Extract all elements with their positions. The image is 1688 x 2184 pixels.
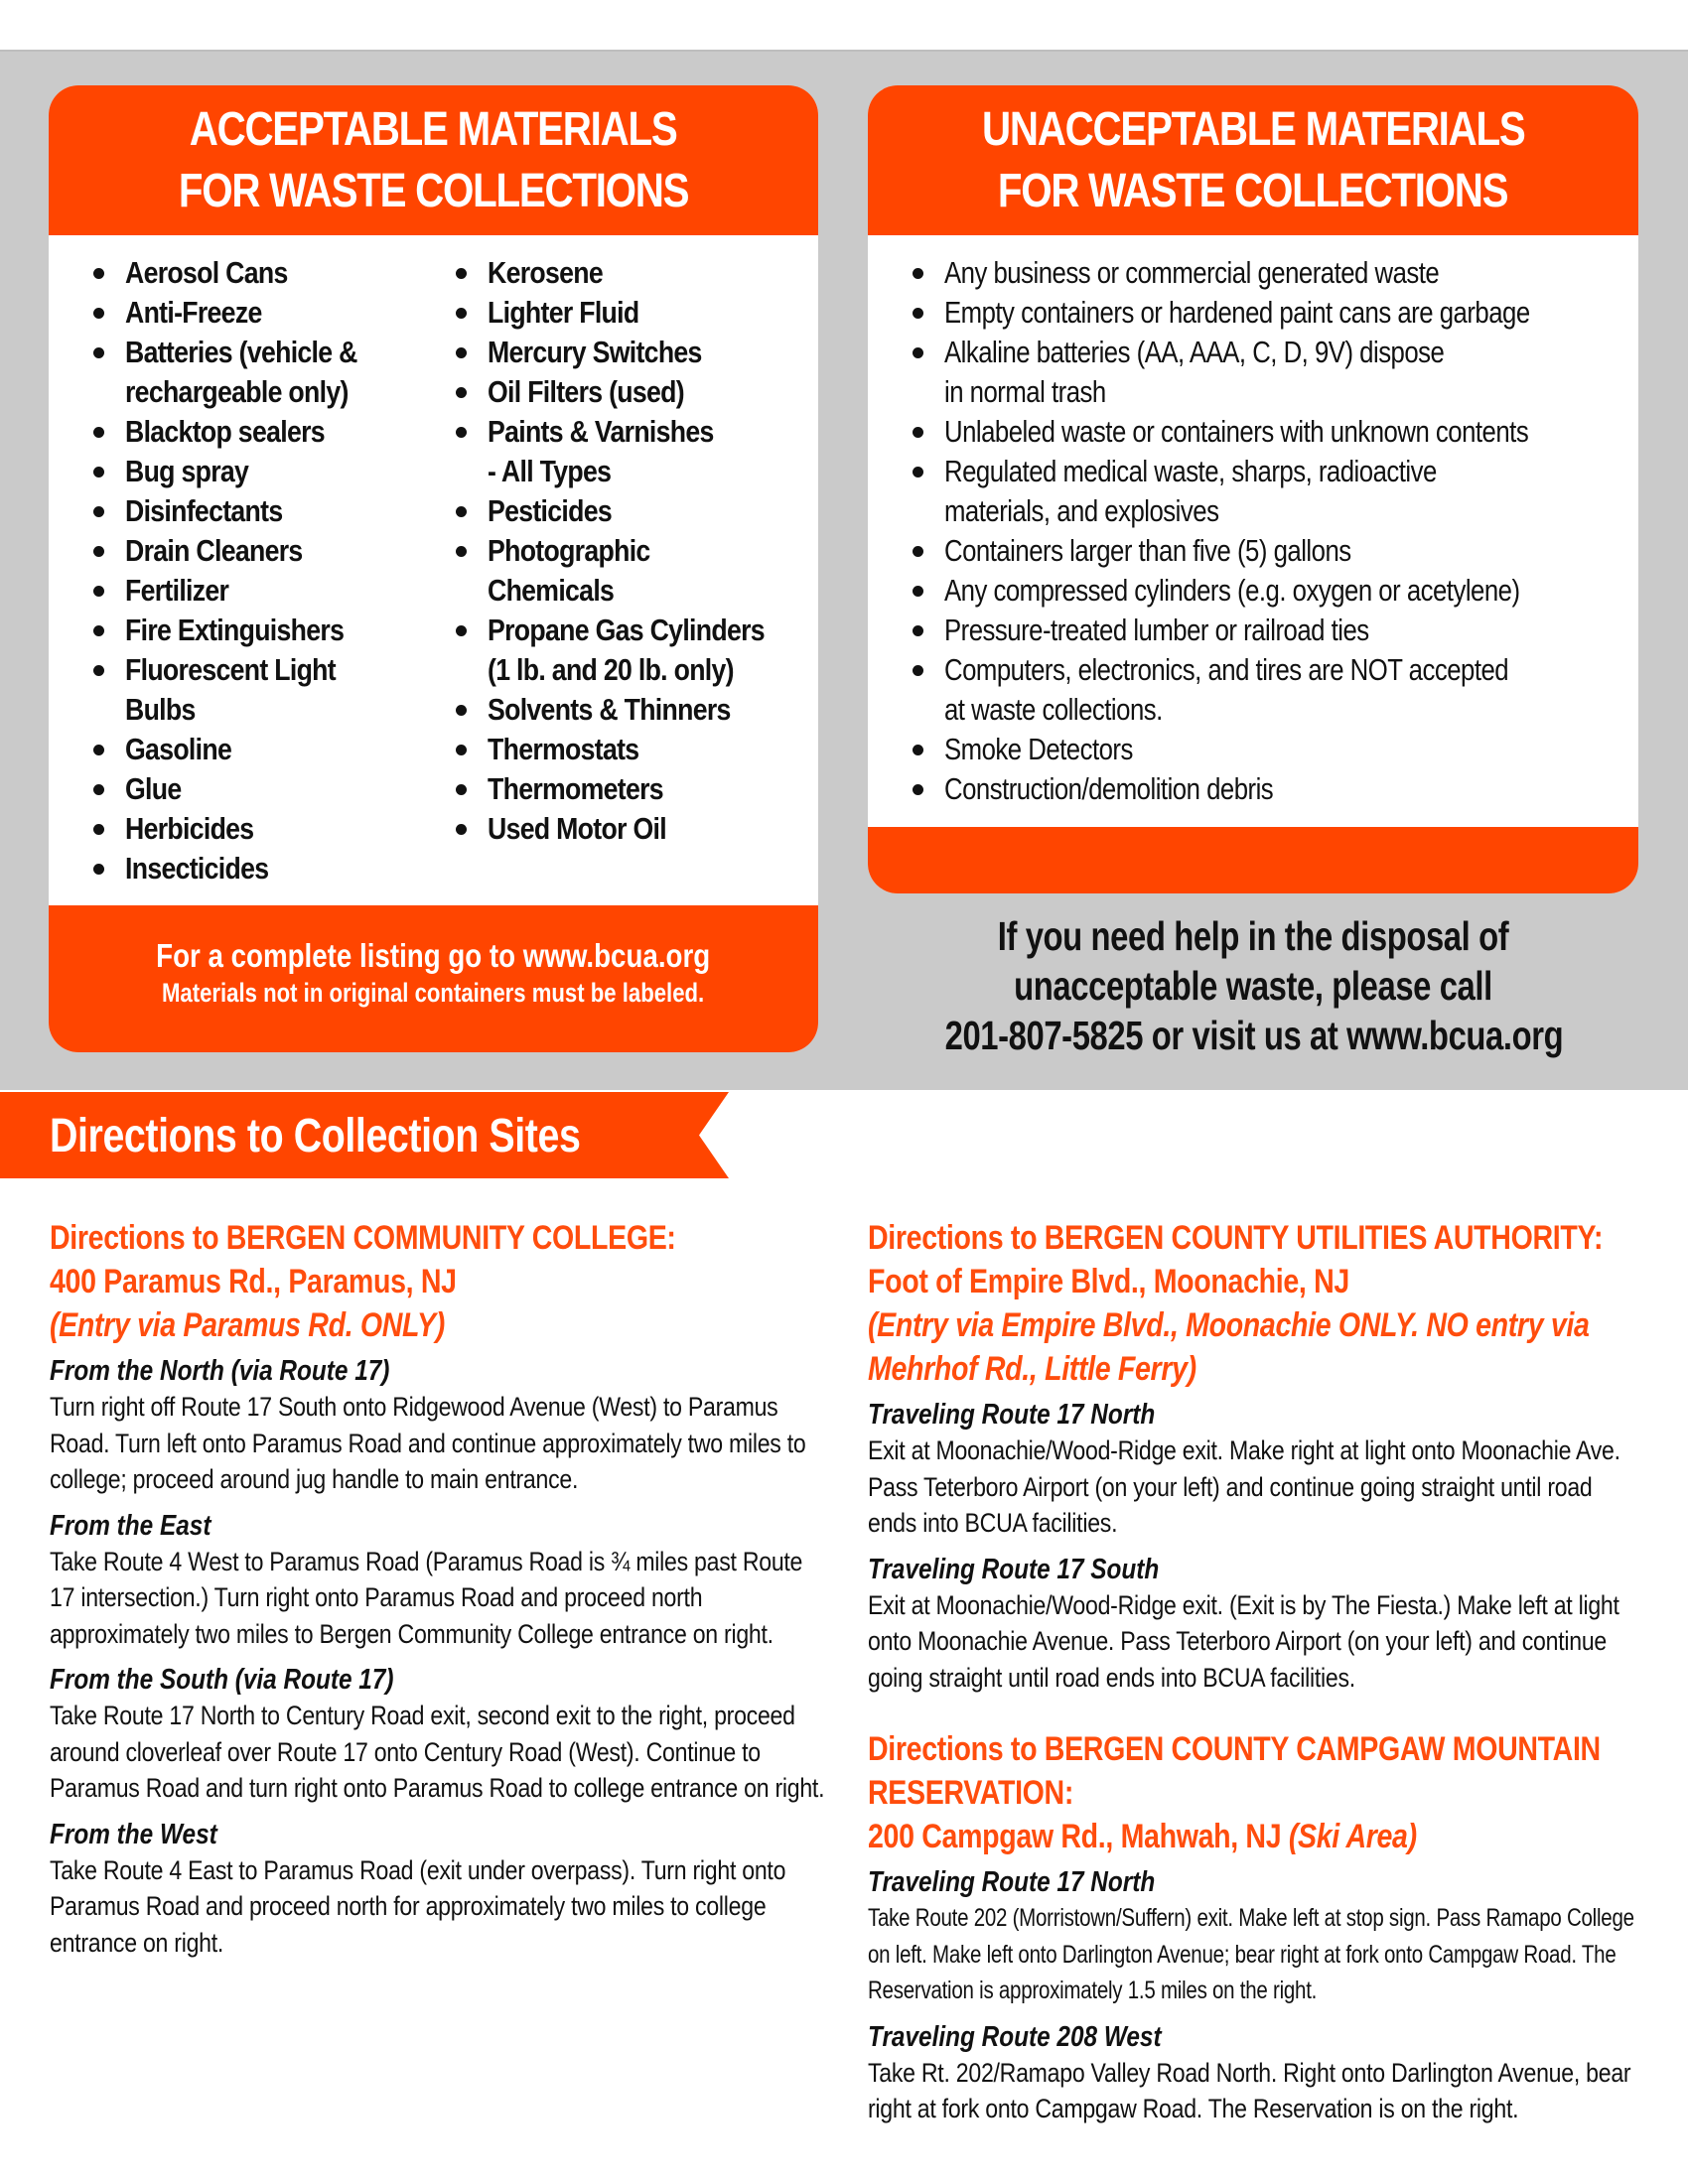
acceptable-column-2 [451, 253, 808, 905]
list-item: Insecticides [88, 849, 451, 888]
campgaw-address-note: (Ski Area) [1288, 1818, 1417, 1855]
help-line-3-phone-and-url[interactable]: 201-807-5825 or visit us at www.bcua.org [944, 1013, 1564, 1058]
list-item: Solvents & Thinners [451, 690, 808, 730]
route-title: Traveling Route 17 North [868, 1399, 1156, 1431]
list-item: Disinfectants [88, 491, 451, 531]
directions-campgaw [868, 1727, 1642, 2127]
acceptable-column-1 [88, 253, 451, 905]
list-item: Kerosene [451, 253, 808, 293]
help-line-1: If you need help in the disposal of [997, 913, 1509, 959]
list-item: Paints & Varnishes [451, 412, 808, 452]
route-text: Take Route 4 West to Paramus Road (Paramus Road is ¾ miles past Route 17 intersection.) Turn right onto Paramus Road and proceed north approximately two miles to Bergen Community College entrance on right. [50, 1546, 803, 1649]
route-text: Take Route 4 East to Paramus Road (exit under overpass). Turn right onto Paramus Road and proceed north for approximately two miles to college entrance on right. [50, 1854, 786, 1958]
unacceptable-title-line1: UNACCEPTABLE MATERIALS [981, 102, 1525, 156]
route-title: Traveling Route 208 West [868, 2020, 1162, 2053]
route-text: Exit at Moonachie/Wood-Ridge exit. Make right at light onto Moonachie Ave. Pass Teterboro Airport (on your left) and continue going straight until road ends into BCUA facilities. [868, 1435, 1620, 1538]
list-item: Unlabeled waste or containers with unknown contents [908, 412, 1638, 452]
directions-bcua [868, 1216, 1642, 1696]
list-item-continuation: Bulbs [125, 692, 196, 727]
list-item: Fire Extinguishers [88, 611, 451, 650]
list-item: Any business or commercial generated waste [908, 253, 1638, 293]
bcua-entry-note-line1: (Entry via Empire Blvd., Moonachie ONLY. NO entry via [868, 1306, 1590, 1344]
acceptable-list-body [49, 235, 818, 905]
bcc-address: 400 Paramus Rd., Paramus, NJ [50, 1263, 457, 1300]
acceptable-title-line2: FOR WASTE COLLECTIONS [178, 164, 689, 217]
unacceptable-header [868, 85, 1638, 235]
list-item: Lighter Fluid [451, 293, 808, 333]
campgaw-heading-line2: RESERVATION: [868, 1774, 1074, 1812]
bcc-entry-note: (Entry via Paramus Rd. ONLY) [50, 1306, 445, 1344]
list-item: Construction/demolition debris [908, 769, 1638, 809]
route-text: Exit at Moonachie/Wood-Ridge exit. (Exit is by The Fiesta.) Make left at light onto Moonachie Avenue. Pass Teterboro Airport (on your left) and continue going straight until road ends into BCUA facilities. [868, 1589, 1619, 1693]
list-item: Fertilizer [88, 571, 451, 611]
spacer [868, 1706, 1642, 1727]
unacceptable-title-line2: FOR WASTE COLLECTIONS [998, 164, 1508, 217]
unacceptable-materials-card [868, 85, 1638, 893]
route-title: From the South (via Route 17) [50, 1664, 394, 1696]
acceptable-list-1 [88, 253, 451, 888]
list-item: Gasoline [88, 730, 451, 769]
list-item: Blacktop sealers [88, 412, 451, 452]
route-text: Take Route 202 (Morristown/Suffern) exit. Make left at stop sign. Pass Ramapo College on left. Make left onto Darlington Avenue; bear right at fork onto Campgaw Road. The Reservation is approximately 1.5 miles on the right. [868, 1904, 1634, 2004]
route-title: From the East [50, 1509, 211, 1542]
route-title: From the West [50, 1818, 217, 1850]
campgaw-address-line [868, 1815, 1518, 1858]
directions-bergen-community-college [50, 1216, 824, 1971]
help-line-2: unacceptable waste, please call [1014, 963, 1492, 1009]
campgaw-address: 200 Campgaw Rd., Mahwah, NJ [868, 1818, 1282, 1855]
list-item: Alkaline batteries (AA, AAA, C, D, 9V) dispose [908, 333, 1638, 372]
labeling-note: Materials not in original containers must be labeled. [162, 978, 705, 1008]
list-item: Fluorescent Light [88, 650, 451, 690]
list-item-continuation: Chemicals [488, 573, 615, 608]
route-title: Traveling Route 17 North [868, 1866, 1156, 1898]
list-item: Bug spray [88, 452, 451, 491]
list-item: Mercury Switches [451, 333, 808, 372]
acceptable-materials-card [49, 85, 818, 1052]
unacceptable-footer-bar [868, 827, 1638, 893]
list-item-continuation: in normal trash [944, 374, 1106, 409]
list-item-continuation: rechargeable only) [125, 374, 349, 409]
route-text: Take Route 17 North to Century Road exit, second exit to the right, proceed around cloverleaf over Route 17 onto Century Road (West). Continue to Paramus Road and turn right onto Paramus Road to college entrance on right. [50, 1701, 825, 1803]
list-item: Photographic [451, 531, 808, 571]
route-text: Take Rt. 202/Ramapo Valley Road North. Right onto Darlington Avenue, bear right at fork onto Campgaw Road. The Reservation is on the right. [868, 2057, 1631, 2123]
acceptable-header [49, 85, 818, 235]
list-item-continuation: - All Types [488, 454, 612, 488]
list-item: Pressure-treated lumber or railroad ties [908, 611, 1638, 650]
directions-banner-title: Directions to Collection Sites [50, 1110, 581, 1162]
list-item: Thermometers [451, 769, 808, 809]
list-item: Herbicides [88, 809, 451, 849]
list-item: Thermostats [451, 730, 808, 769]
list-item: Propane Gas Cylinders [451, 611, 808, 650]
bcua-entry-note-line2: Mehrhof Rd., Little Ferry) [868, 1350, 1196, 1388]
acceptable-title-line1: ACCEPTABLE MATERIALS [190, 102, 677, 156]
bcua-address: Foot of Empire Blvd., Moonachie, NJ [868, 1263, 1349, 1300]
list-item: Oil Filters (used) [451, 372, 808, 412]
directions-right-column [868, 1216, 1642, 2137]
list-item: Used Motor Oil [451, 809, 808, 849]
acceptable-list-2 [451, 253, 808, 849]
list-item: Drain Cleaners [88, 531, 451, 571]
unacceptable-list-body [868, 235, 1638, 827]
campgaw-heading-line1: Directions to BERGEN COUNTY CAMPGAW MOUNTAIN [868, 1730, 1601, 1768]
list-item: Anti-Freeze [88, 293, 451, 333]
bcua-heading: Directions to BERGEN COUNTY UTILITIES AUTHORITY: [868, 1219, 1604, 1257]
list-item: Any compressed cylinders (e.g. oxygen or acetylene) [908, 571, 1638, 611]
list-item: Pesticides [451, 491, 808, 531]
list-item-continuation: at waste collections. [944, 692, 1163, 727]
list-item: Containers larger than five (5) gallons [908, 531, 1638, 571]
list-item: Computers, electronics, and tires are NOT accepted [908, 650, 1638, 690]
acceptable-footer [49, 905, 818, 1052]
help-contact-text [868, 911, 1638, 1060]
bcc-heading: Directions to BERGEN COMMUNITY COLLEGE: [50, 1219, 676, 1257]
unacceptable-list [908, 253, 1638, 809]
complete-listing-link-text[interactable]: For a complete listing go to www.bcua.org [156, 937, 711, 974]
list-item: Regulated medical waste, sharps, radioactive [908, 452, 1638, 491]
list-item: Batteries (vehicle & [88, 333, 451, 372]
list-item: Smoke Detectors [908, 730, 1638, 769]
route-title: Traveling Route 17 South [868, 1553, 1160, 1585]
list-item: Glue [88, 769, 451, 809]
route-title: From the North (via Route 17) [50, 1355, 390, 1387]
list-item-continuation: materials, and explosives [944, 493, 1219, 528]
list-item: Empty containers or hardened paint cans are garbage [908, 293, 1638, 333]
list-item-continuation: (1 lb. and 20 lb. only) [488, 652, 734, 687]
route-text: Turn right off Route 17 South onto Ridgewood Avenue (West) to Paramus Road. Turn left onto Paramus Road and continue approximately two miles to college; proceed around jug handle to main entrance. [50, 1392, 806, 1494]
list-item: Aerosol Cans [88, 253, 451, 293]
